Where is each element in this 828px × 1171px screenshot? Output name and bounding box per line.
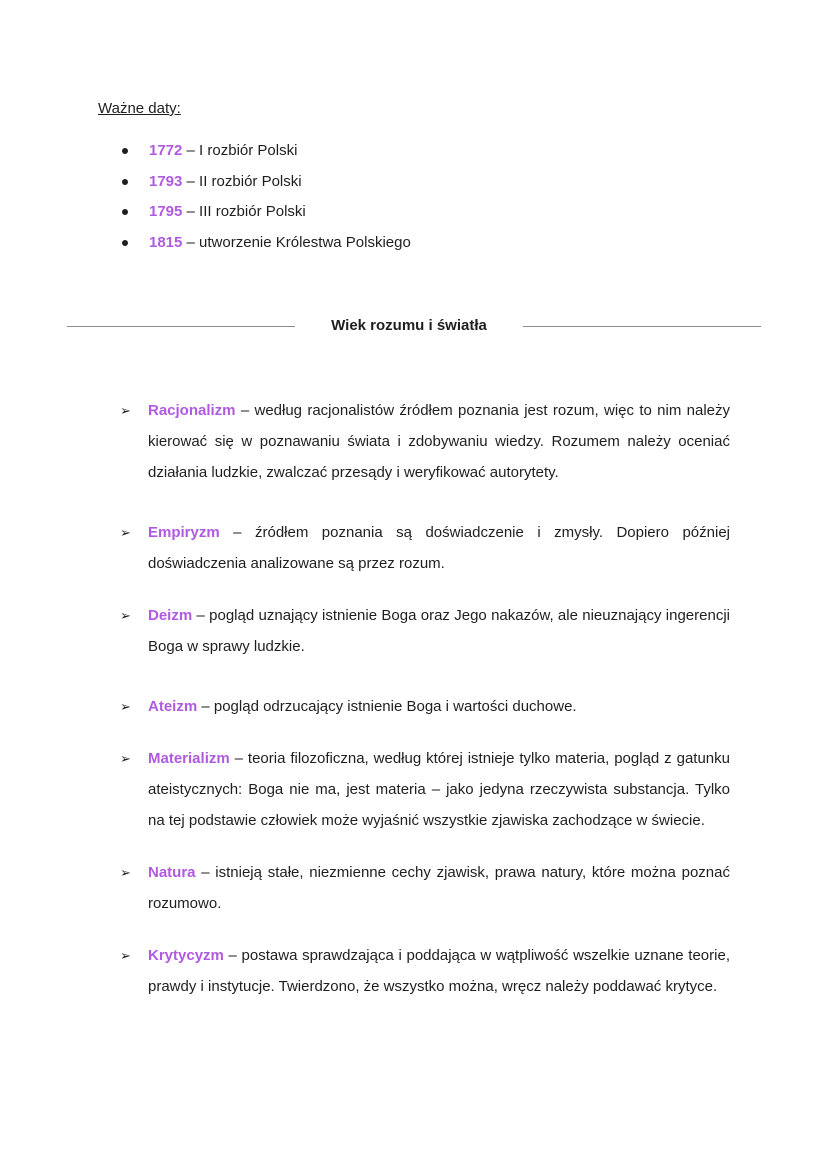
date-year: 1815 (149, 233, 183, 251)
arrow-bullet-icon: ➢ (120, 608, 131, 623)
dates-list (122, 140, 411, 262)
list-item (122, 171, 411, 202)
date-year: 1793 (149, 172, 183, 190)
term-natura (120, 860, 730, 922)
term-materializm (120, 746, 730, 839)
section-header (0, 315, 828, 337)
bullet-icon (122, 240, 128, 246)
date-description: – I rozbiór Polski (182, 142, 298, 159)
arrow-bullet-icon: ➢ (120, 948, 131, 963)
list-item (122, 201, 411, 232)
term-deizm (120, 603, 730, 665)
date-description: – utworzenie Królestwa Polskiego (182, 233, 411, 251)
term-name: Empiryzm (148, 524, 220, 541)
term-definition: – źródłem poznania są doświadczenie i zmysły. Dopiero później doświadczenia analizowane są przez rozum. (148, 524, 730, 572)
date-year: 1772 (149, 142, 183, 159)
term-empiryzm (120, 520, 730, 582)
term-krytycyzm (120, 943, 730, 1005)
term-definition: – pogląd odrzucający istnienie Boga i wartości duchowe. (197, 698, 577, 715)
term-name: Ateizm (148, 698, 198, 715)
date-description: – II rozbiór Polski (182, 172, 302, 190)
date-description: – III rozbiór Polski (182, 203, 306, 220)
term-racjonalizm (120, 398, 730, 491)
term-name: Krytycyzm (148, 947, 224, 964)
section-title: Wiek rozumu i światła (331, 317, 487, 334)
bullet-icon (122, 209, 128, 215)
term-definition: – według racjonalistów źródłem poznania jest rozum, więc to nim należy kierować się w poznawaniu świata i zdobywaniu wiedzy. Rozumem należy oceniać działania ludzkie, zwalczać przesądy i weryfikować autorytety. (148, 402, 730, 481)
bullet-icon (122, 179, 128, 185)
term-name: Racjonalizm (148, 402, 236, 419)
list-item (122, 140, 411, 171)
list-item (122, 232, 411, 263)
arrow-bullet-icon: ➢ (120, 525, 131, 540)
divider-right (523, 326, 761, 327)
arrow-bullet-icon: ➢ (120, 699, 131, 714)
term-definition: – postawa sprawdzająca i poddająca w wątpliwość wszelkie uznane teorie, prawdy i instytucje. Twierdzono, że wszystko można, wręcz należy poddawać krytyce. (148, 947, 730, 995)
arrow-bullet-icon: ➢ (120, 865, 131, 880)
arrow-bullet-icon: ➢ (120, 403, 131, 418)
term-name: Materializm (148, 750, 230, 767)
term-definition: – pogląd uznający istnienie Boga oraz Jego nakazów, ale nieuznający ingerencji Boga w sprawy ludzkie. (148, 607, 730, 655)
arrow-bullet-icon: ➢ (120, 751, 131, 766)
term-name: Deizm (148, 607, 193, 624)
bullet-icon (122, 148, 128, 154)
term-definition: – teoria filozoficzna, według której istnieje tylko materia, pogląd z gatunku ateistycznych: Boga nie ma, jest materia – jako jedyna rzeczywista substancja. Tylko na tej podstawie człowiek może wyjaśnić wszystkie zjawiska zachodzące w świecie. (148, 750, 730, 829)
divider-left (67, 326, 295, 327)
term-ateizm (120, 694, 730, 725)
date-year: 1795 (149, 203, 183, 220)
dates-heading: Ważne daty: (98, 100, 181, 117)
term-name: Natura (148, 864, 196, 881)
term-definition: – istnieją stałe, niezmienne cechy zjawisk, prawa natury, które można poznać rozumowo. (148, 864, 730, 912)
